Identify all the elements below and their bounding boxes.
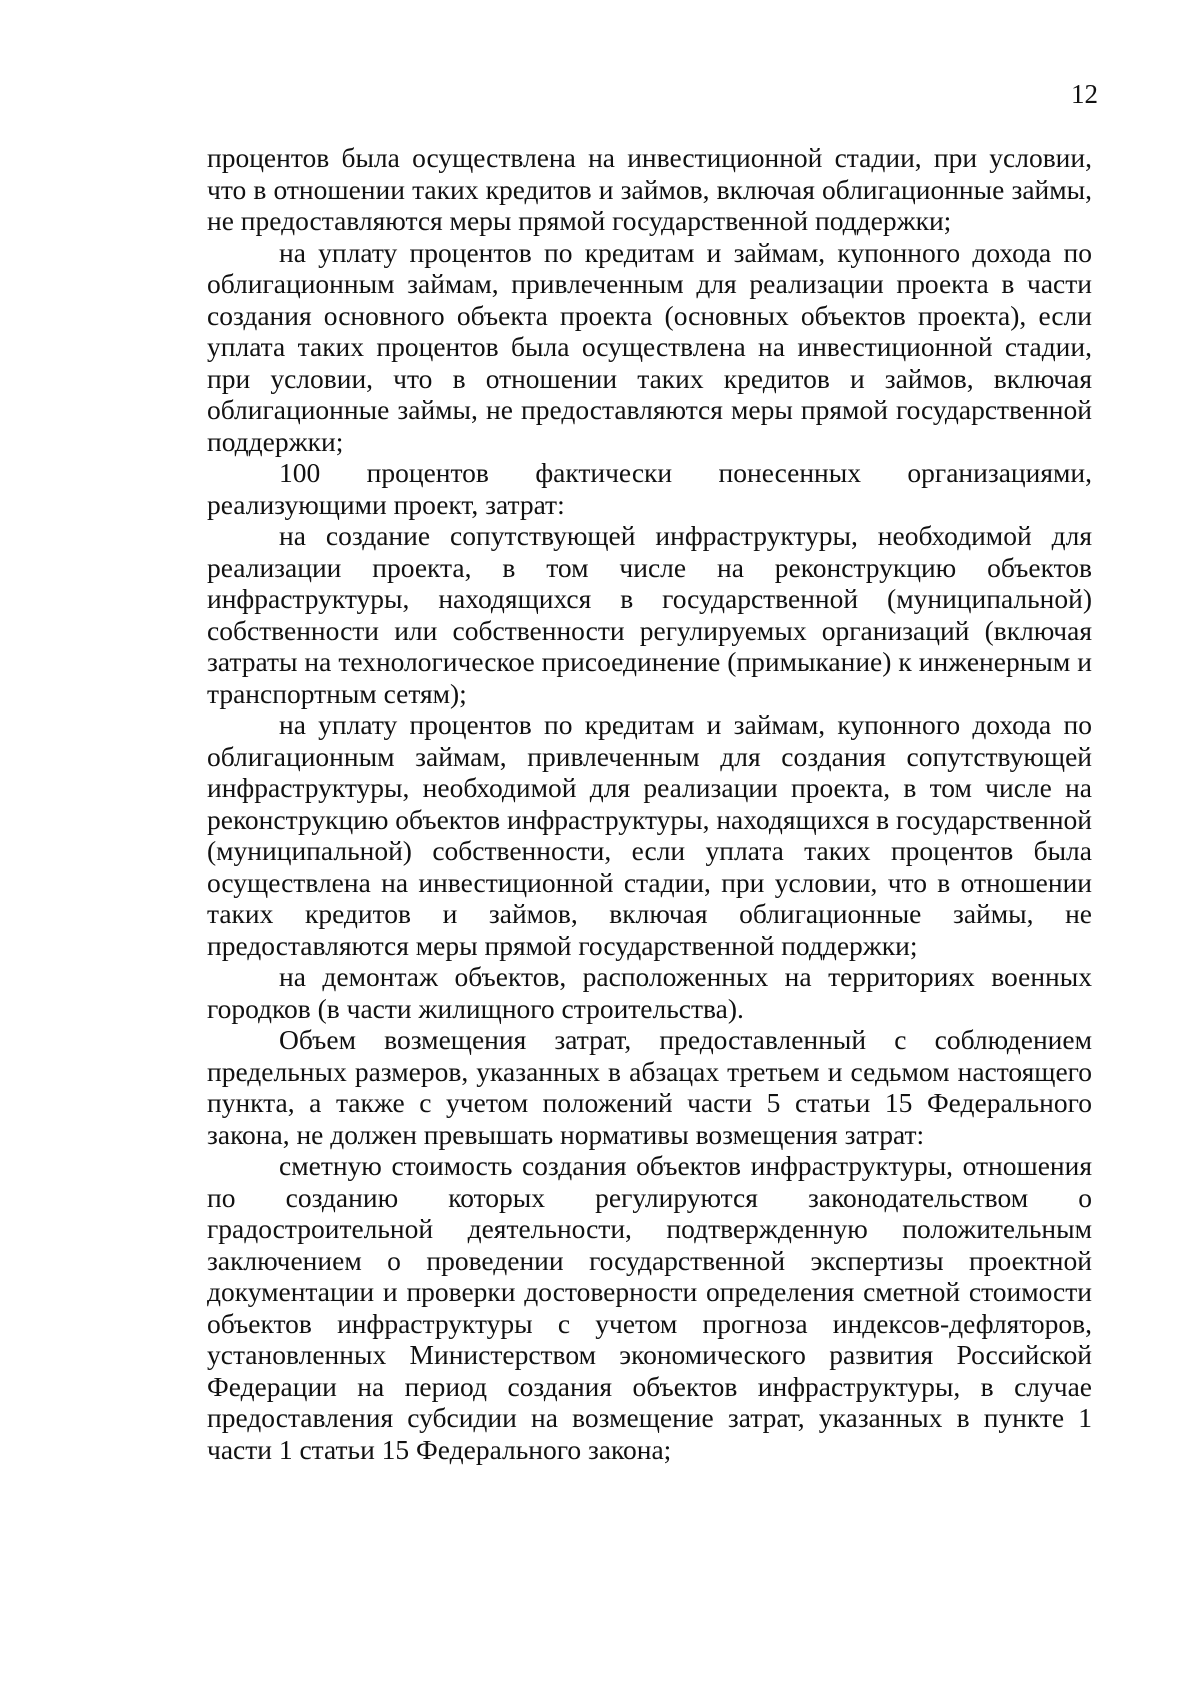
paragraph-interest-main-object: на уплату процентов по кредитам и займам, купонного дохода по облигационным займам, привлеченным для реализации проекта в части создания основного объекта проекта (основных объектов проекта), если уплата таких процентов была осуществлена на инвестиционной стадии, при условии, что в отношении таких кредитов и займов, включая облигационные займы, не предоставляются меры прямой государственной поддержки; xyxy=(207,236,1092,457)
paragraph-infrastructure-creation: на создание сопутствующей инфраструктуры, необходимой для реализации проекта, в том числе на реконструкцию объектов инфраструктуры, находящихся в государственной (муниципальной) собственности или собственности регулируемых организаций (включая затраты на технологическое присоединение (примыкание) к инженерным и транспортным сетям); xyxy=(207,520,1092,709)
paragraph-continuation: процентов была осуществлена на инвестиционной стадии, при условии, что в отношении таких кредитов и займов, включая облигационные займы, не предоставляются меры прямой государственной поддержки; xyxy=(207,142,1092,236)
paragraph-interest-infrastructure: на уплату процентов по кредитам и займам, купонного дохода по облигационным займам, привлеченным для создания сопутствующей инфраструктуры, необходимой для реализации проекта, в том числе на реконструкцию объектов инфраструктуры, находящихся в государственной (муниципальной) собственности, если уплата таких процентов была осуществлена на инвестиционной стадии, при условии, что в отношении таких кредитов и займов, включая облигационные займы, не предоставляются меры прямой государственной поддержки; xyxy=(207,709,1092,961)
paragraph-estimated-cost: сметную стоимость создания объектов инфраструктуры, отношения по созданию которых регулируются законодательством о градостроительной деятельности, подтвержденную положительным заключением о проведении государственной экспертизы проектной документации и проверки достоверности определения сметной стоимости объектов инфраструктуры с учетом прогноза индексов-дефляторов, установленных Министерством экономического развития Российской Федерации на период создания объектов инфраструктуры, в случае предоставления субсидии на возмещение затрат, указанных в пункте 1 части 1 статьи 15 Федерального закона; xyxy=(207,1150,1092,1465)
body-text xyxy=(207,142,1092,1465)
paragraph-compensation-volume: Объем возмещения затрат, предоставленный с соблюдением предельных размеров, указанных в абзацах третьем и седьмом настоящего пункта, а также с учетом положений части 5 статьи 15 Федерального закона, не должен превышать нормативы возмещения затрат: xyxy=(207,1024,1092,1150)
paragraph-demolition: на демонтаж объектов, расположенных на территориях военных городков (в части жилищного строительства). xyxy=(207,961,1092,1024)
page-number: 12 xyxy=(1071,79,1098,109)
paragraph-100-percent: 100 процентов фактически понесенных организациями, реализующими проект, затрат: xyxy=(207,457,1092,520)
